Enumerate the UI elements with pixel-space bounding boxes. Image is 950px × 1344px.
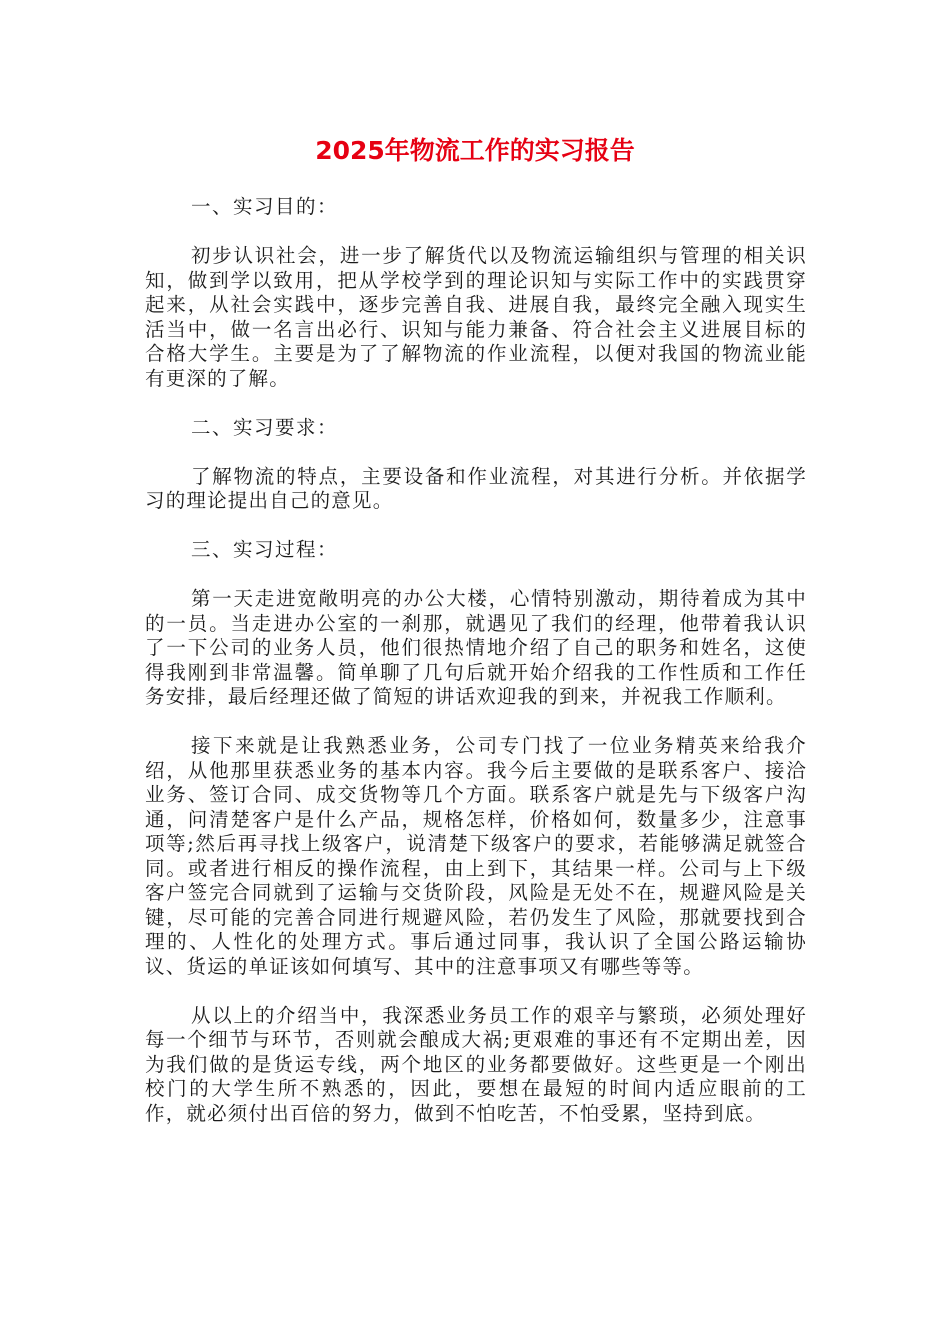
section-heading-requirements: 二、实习要求： xyxy=(191,415,339,439)
section-heading-process: 三、实习过程： xyxy=(191,538,339,561)
paragraph-requirements: 了解物流的特点，主要设备和作业流程，对其进行分析。并依据学习的理论提出自己的意见。 xyxy=(145,464,807,512)
paragraph-process-business: 接下来就是让我熟悉业务，公司专门找了一位业务精英来给我介绍，从他那里获悉业务的基本内容。我今后主要做的是联系客户、接洽业务、签订合同、成交货物等几个方面。联系客户就是先与下级客户沟通，问清楚客户是什么产品，规格怎样，价格如何，数量多少，注意事项等;然后再寻找上级客户，说清楚下级客户的要求，若能够满足就签合同。或者进行相反的操作流程，由上到下，其结果一样。公司与上下级客户签完合同就到了运输与交货阶段，风险是无处不在，规避风险是关键，尽可能的完善合同进行规避风险，若仍发生了风险，那就要找到合理的、人性化的处理方式。事后通过同事，我认识了全国公路运输协议、货运的单证该如何填写、其中的注意事项又有哪些等等。 xyxy=(145,734,807,978)
paragraph-process-reflection: 从以上的介绍当中，我深悉业务员工作的艰辛与繁琐，必须处理好每一个细节与环节，否则就会酿成大祸;更艰难的事还有不定期出差，因为我们做的是货运专线，两个地区的业务都要做好。这些更是一个刚出校门的大学生所不熟悉的，因此，要想在最短的时间内适应眼前的工作，就必须付出百倍的努力，做到不怕吃苦，不怕受累，坚持到底。 xyxy=(145,1003,807,1125)
document-title: 2025年物流工作的实习报告 xyxy=(315,136,635,165)
section-heading-purpose: 一、实习目的： xyxy=(191,195,339,218)
paragraph-process-first-day: 第一天走进宽敞明亮的办公大楼，心情特别激动，期待着成为其中的一员。当走进办公室的一刹那，就遇见了我们的经理，他带着我认识了一下公司的业务人员，他们很热情地介绍了自己的职务和姓名，这使得我刚到非常温馨。简单聊了几句后就开始介绍我的工作性质和工作任务安排，最后经理还做了简短的讲话欢迎我的到来，并祝我工作顺利。 xyxy=(145,587,807,708)
paragraph-purpose: 初步认识社会，进一步了解货代以及物流运输组织与管理的相关识知，做到学以致用，把从学校学到的理论识知与实际工作中的实践贯穿起来，从社会实践中，逐步完善自我、进展自我，最终完全融入现实生活当中，做一名言出必行、识知与能力兼备、符合社会主义进展目标的合格大学生。主要是为了了解物流的作业流程，以便对我国的物流业能有更深的了解。 xyxy=(145,244,807,390)
document-body xyxy=(145,195,807,1126)
